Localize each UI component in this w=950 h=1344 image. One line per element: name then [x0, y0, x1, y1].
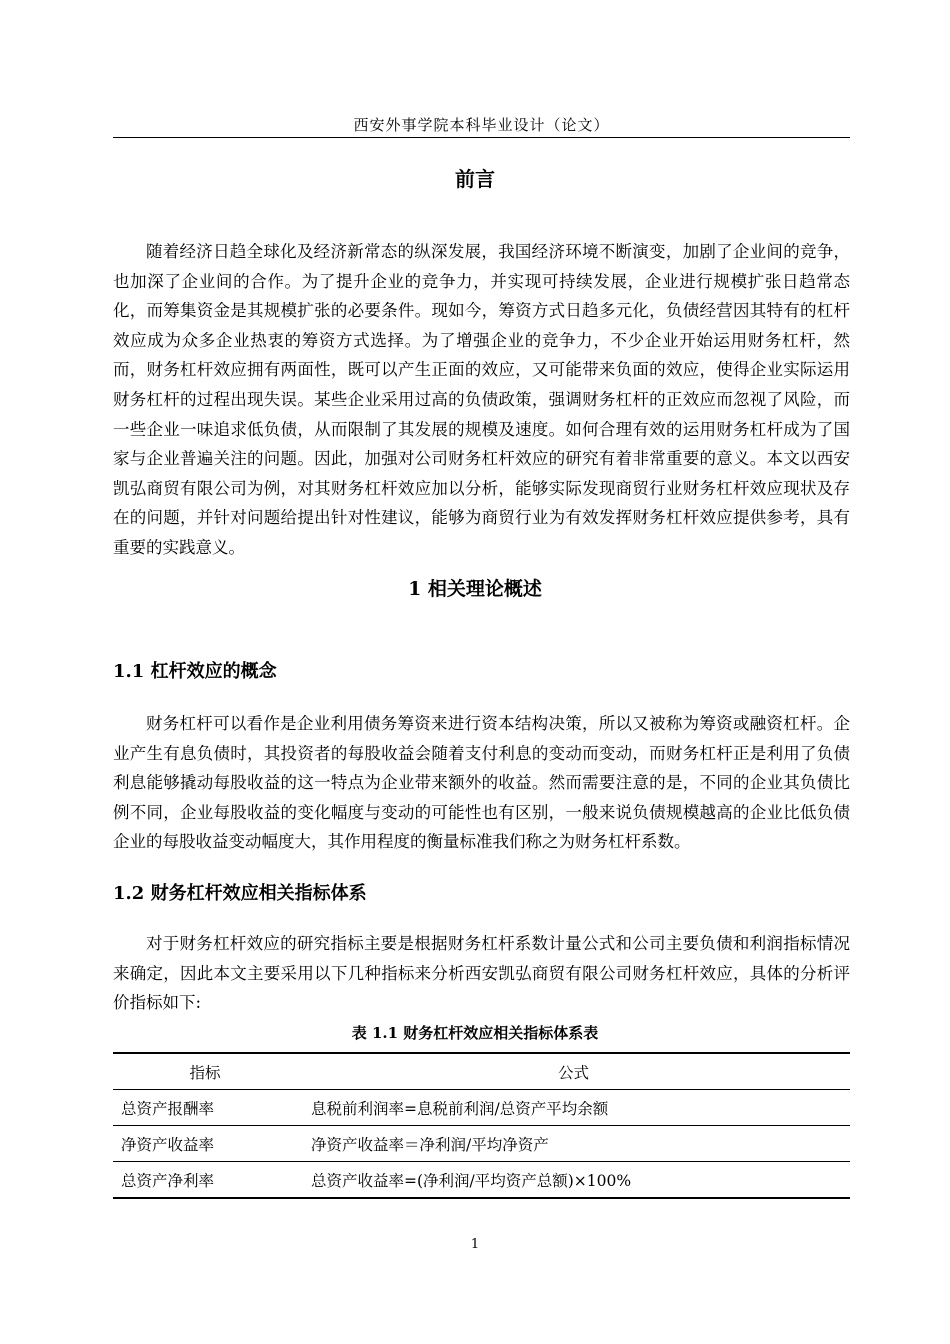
column-header-formula: 公式: [557, 1063, 589, 1082]
section-1-1-heading: 1.1 杠杆效应的概念: [113, 661, 277, 682]
chapter-1-heading: 1 相关理论概述: [408, 578, 542, 600]
page-header: 西安外事学院本科毕业设计（论文）: [353, 116, 610, 134]
formula-cell: 净资产收益率＝净利润/平均净资产: [311, 1135, 549, 1154]
column-header-indicator: 指标: [189, 1063, 221, 1082]
preface-title: 前言: [455, 167, 495, 191]
table-row: [113, 1126, 850, 1162]
indicator-cell: 总资产净利率: [121, 1171, 215, 1190]
page-number: 1: [470, 1237, 480, 1252]
formula-cell: 总资产收益率=(净利润/平均资产总额)×100%: [311, 1171, 632, 1190]
indicator-cell: 总资产报酬率: [121, 1099, 215, 1118]
indicator-cell: 净资产收益率: [121, 1135, 215, 1154]
metrics-table: [113, 1052, 850, 1199]
table-row: [113, 1090, 850, 1126]
formula-cell: 息税前利润率=息税前利润/总资产平均余额: [311, 1099, 609, 1118]
section-1-2-heading: 1.2 财务杠杆效应相关指标体系: [113, 883, 367, 904]
table-caption: 表 1.1 财务杠杆效应相关指标体系表: [351, 1024, 599, 1042]
table-row: [113, 1162, 850, 1199]
header-rule: [113, 137, 850, 138]
section-1-2-paragraph: 对于财务杠杆效应的研究指标主要是根据财务杠杆系数计量公式和公司主要负债和利润指标情况来确定，因此本文主要采用以下几种指标来分析西安凯弘商贸有限公司财务杠杆效应，具体的分析评价指标如下:: [113, 934, 850, 1013]
preface-paragraph: 随着经济日趋全球化及经济新常态的纵深发展，我国经济环境不断演变，加剧了企业间的竞争，也加深了企业间的合作。为了提升企业的竞争力，并实现可持续发展，企业进行规模扩张日趋常态化，而筹集资金是其规模扩张的必要条件。现如今，筹资方式日趋多元化，负债经营因其特有的杠杆效应成为众多企业热衷的筹资方式选择。为了增强企业的竞争力，不少企业开始运用财务杠杆，然而，财务杠杆效应拥有两面性，既可以产生正面的效应，又可能带来负面的效应，使得企业实际运用财务杠杆的过程出现失误。某些企业采用过高的负债政策，强调财务杠杆的正效应而忽视了风险，而一些企业一味追求低负债，从而限制了其发展的规模及速度。如何合理有效的运用财务杠杆成为了国家与企业普遍关注的问题。因此，加强对公司财务杠杆效应的研究有着非常重要的意义。本文以西安凯弘商贸有限公司为例，对其财务杠杆效应加以分析，能够实际发现商贸行业财务杠杆效应现状及存在的问题，并针对问题给提出针对性建议，能够为商贸行业为有效发挥财务杠杆效应提供参考，具有重要的实践意义。: [113, 242, 850, 557]
section-1-1-paragraph: 财务杠杆可以看作是企业利用债务筹资来进行资本结构决策，所以又被称为筹资或融资杠杆。企业产生有息负债时，其投资者的每股收益会随着支付利息的变动而变动，而财务杠杆正是利用了负债利息能够撬动每股收益的这一特点为企业带来额外的收益。然而需要注意的是，不同的企业其负债比例不同，企业每股收益的变化幅度与变动的可能性也有区别，一般来说负债规模越高的企业比低负债企业的每股收益变动幅度大，其作用程度的衡量标准我们称之为财务杠杆系数。: [113, 714, 850, 852]
table-header-row: [113, 1053, 850, 1090]
